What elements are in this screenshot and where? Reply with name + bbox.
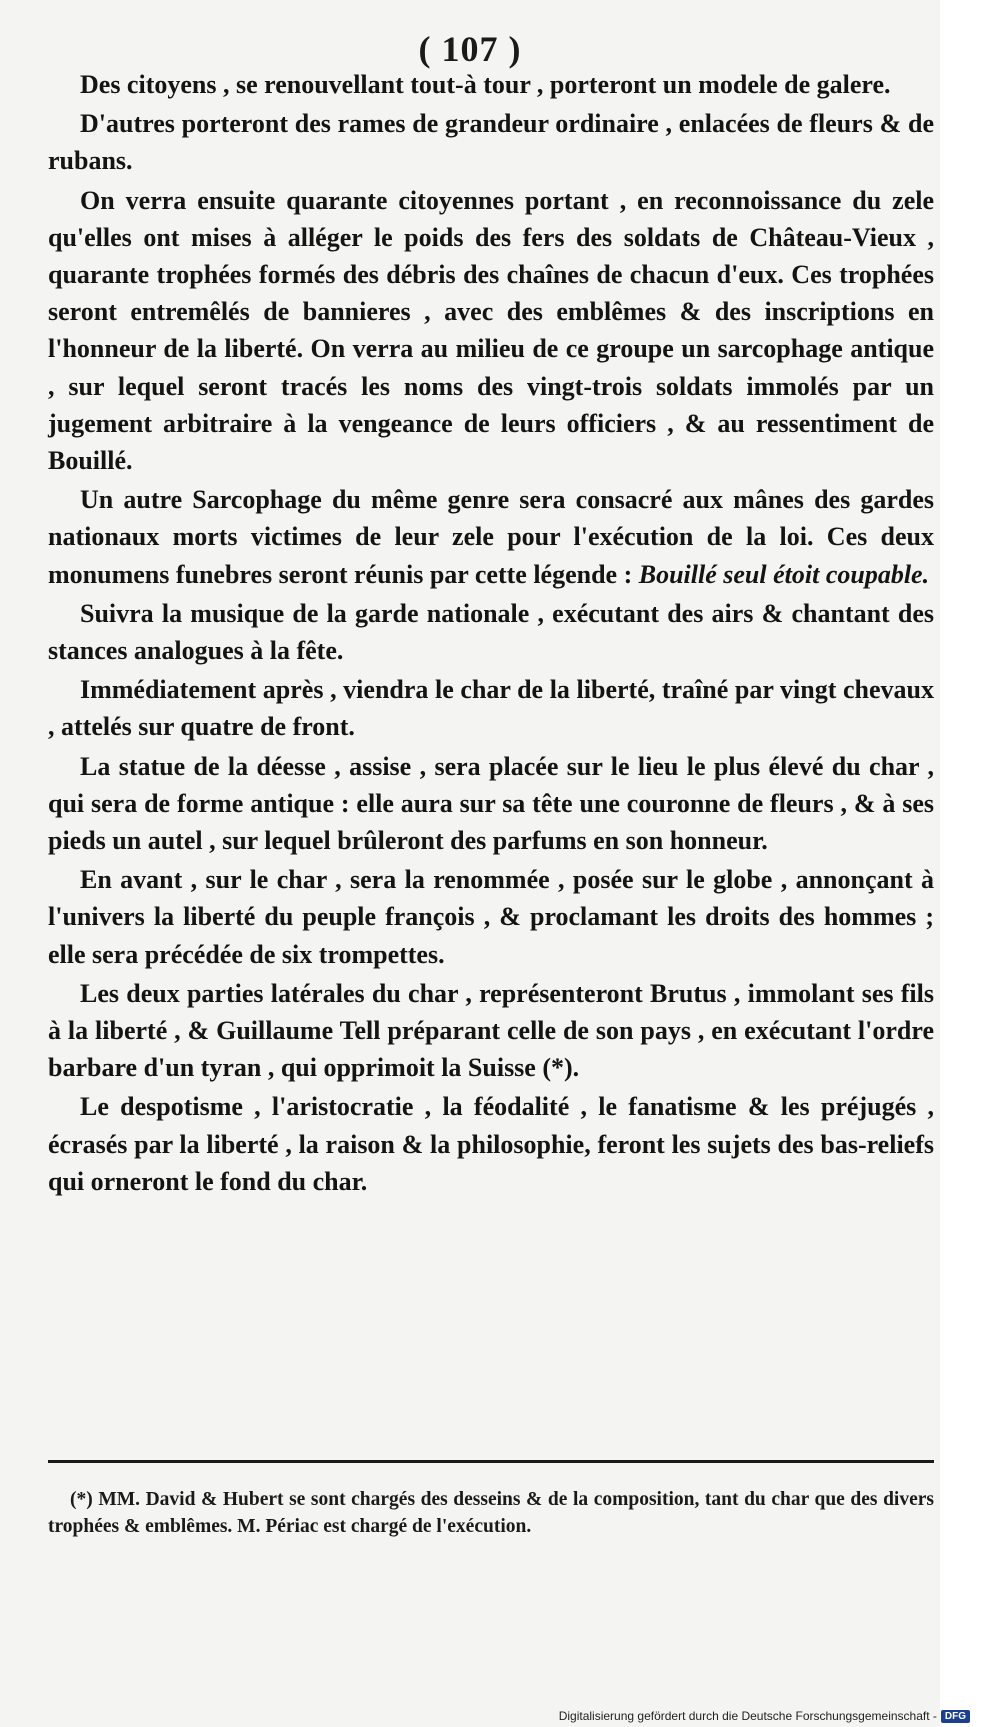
paragraph-text: Le despotisme , l'aristocratie , la féodalité , le fanatisme & les préjugés , écrasés par la liberté , la raison & la philosophie, feront les sujets des bas-reliefs qui orneront le fond du char. (48, 1092, 934, 1196)
main-text (48, 66, 934, 1202)
paragraph-text: On verra ensuite quarante citoyennes portant , en reconnoissance du zele qu'elles ont mises à alléger le poids des fers des soldats de Château-Vieux , quarante trophées formés des débris des chaînes de chacun d'eux. Ces trophées seront entremêlés de bannieres , avec des emblêmes & des inscriptions en l'honneur de la liberté. On verra au milieu de ce groupe un sarcophage antique , sur lequel seront tracés les noms des vingt-trois soldats immolés par un jugement arbitraire à la vengeance de leurs officiers , & au ressentiment de Bouillé. (48, 185, 934, 476)
legend-emphasis: Bouillé seul étoit coupable. (638, 559, 930, 589)
paragraph-text: Des citoyens , se renouvellant tout-à tour , porteront un modele de galere. (80, 70, 891, 99)
paragraph-text: Suivra la musique de la garde nationale , exécutant des airs & chantant des stances analogues à la fête. (48, 598, 934, 666)
paragraph (48, 748, 934, 860)
page-number: ( 107 ) (418, 29, 522, 69)
paragraph (48, 595, 934, 669)
paragraph (48, 105, 934, 179)
credit-text: Digitalisierung gefördert durch die Deutsche Forschungsgemeinschaft - (558, 1709, 937, 1723)
paragraph (48, 975, 934, 1087)
paragraph (48, 1088, 934, 1200)
paragraph-text: La statue de la déesse , assise , sera placée sur le lieu le plus élevé du char , qui sera de forme antique : elle aura sur sa tête une couronne de fleurs , & à ses pieds un autel , sur lequel brûleront des parfums en son honneur. (48, 751, 934, 856)
paragraph (48, 66, 934, 103)
paragraph (48, 861, 934, 973)
footnote: (*) MM. David & Hubert se sont chargés des desseins & de la composition, tant du char que des divers trophées & emblêmes. M. Périac est chargé de l'exécution. (48, 1489, 934, 1537)
footnote-divider (48, 1460, 934, 1463)
paragraph-text: Les deux parties latérales du char , représenteront Brutus , immolant ses fils à la liberté , & Guillaume Tell préparant celle de son pays , en exécutant l'ordre barbare d'un tyran , qui opprimoit la Suisse (*). (48, 978, 934, 1083)
paragraph-text: Immédiatement après , viendra le char de la liberté, traîné par vingt chevaux , attelés sur quatre de front. (48, 675, 934, 742)
paragraph (48, 481, 934, 593)
dfg-logo: DFG (941, 1710, 970, 1723)
digitization-credit (559, 1709, 970, 1723)
paragraph (48, 182, 934, 480)
paragraph (48, 671, 934, 745)
paragraph-text: D'autres porteront des rames de grandeur ordinaire , enlacées de fleurs & de rubans. (48, 109, 934, 176)
paragraph-text: Un autre Sarcophage du même genre sera consacré aux mânes des gardes nationaux morts victimes de leur zele pour l'exécution de la loi. Ces deux monumens funebres seront réunis par cette légende : (48, 485, 934, 589)
paragraph-text: En avant , sur le char , sera la renommée , posée sur le globe , annonçant à l'univers la liberté du peuple françois , & proclamant les droits des hommes ; elle sera précédée de six trompettes. (48, 865, 934, 969)
